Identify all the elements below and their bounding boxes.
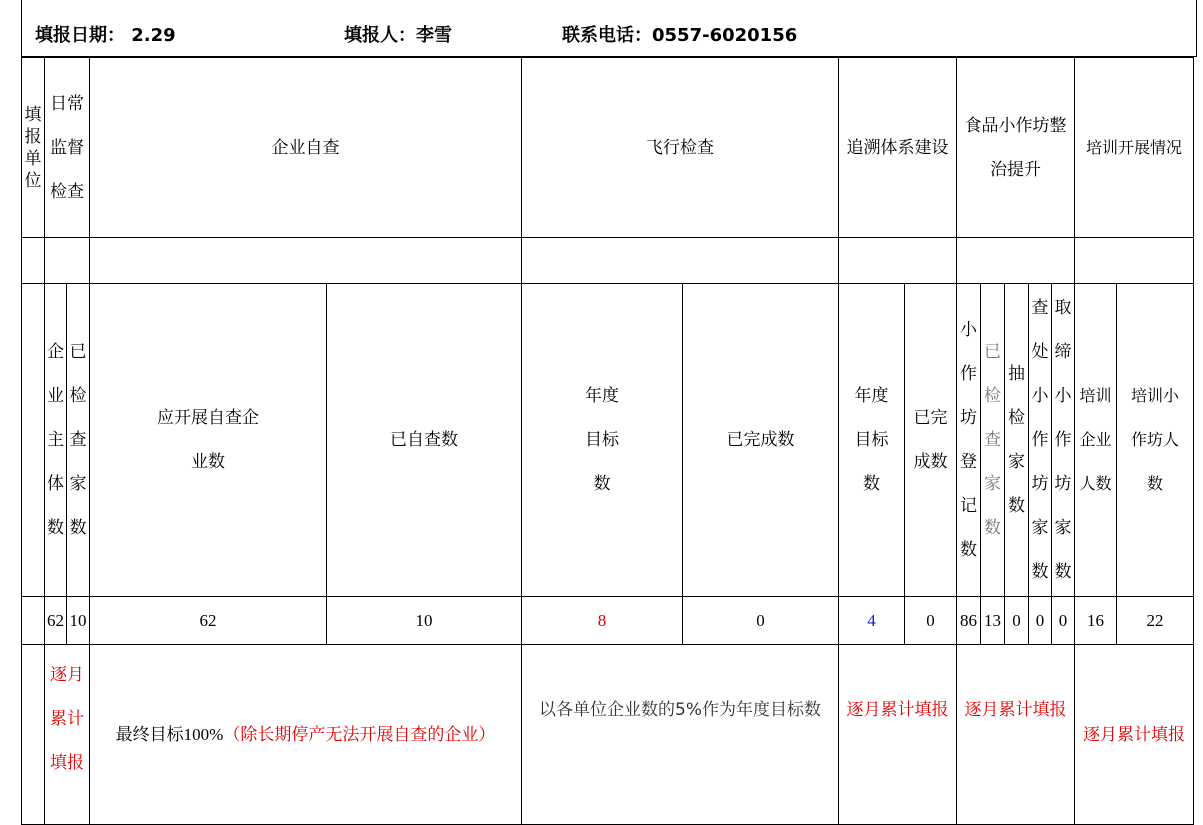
val-completed: 0 xyxy=(683,597,839,645)
col-entities: 企业主体数 xyxy=(45,284,67,597)
report-date xyxy=(35,21,176,47)
col-trained-workshops: 培训小作坊人数 xyxy=(1117,284,1194,597)
group-workshop: 食品小作坊整治提升 xyxy=(957,58,1075,238)
blank-cell xyxy=(522,238,839,284)
blank-cell xyxy=(22,597,45,645)
col-trained-people: 培训企业人数 xyxy=(1075,284,1117,597)
col-trace-completed: 已完成数 xyxy=(905,284,957,597)
note-trace: 逐月累计填报 xyxy=(839,645,957,825)
group-daily-supervision: 日常监督检查 xyxy=(45,58,90,238)
val-self-checked: 10 xyxy=(327,597,522,645)
note-self-check xyxy=(90,645,522,825)
blank-cell xyxy=(1075,238,1194,284)
blank-cell xyxy=(22,284,45,597)
top-border xyxy=(21,0,1197,10)
col-self-checked: 已自查数 xyxy=(327,284,522,597)
note-flight: 以各单位企业数的5%作为年度目标数 xyxy=(522,645,839,825)
val-punished: 0 xyxy=(1029,597,1052,645)
val-trained-workshops: 22 xyxy=(1117,597,1194,645)
reporter-label: 填报人： xyxy=(344,25,416,46)
col-should-self-check: 应开展自查企业数 xyxy=(90,284,327,597)
blank-row xyxy=(22,238,1194,284)
col-banned: 取缔小作坊家数 xyxy=(1052,284,1075,597)
col-completed: 已完成数 xyxy=(683,284,839,597)
col-sampled: 抽检家数 xyxy=(1005,284,1029,597)
col-checked-households: 已检查家数 xyxy=(67,284,90,597)
report-header xyxy=(21,10,1197,57)
group-training: 培训开展情况 xyxy=(1075,58,1194,238)
group-header-row xyxy=(22,58,1194,238)
blank-cell xyxy=(90,238,522,284)
col-punished: 查处小作坊家数 xyxy=(1029,284,1052,597)
note-self-check-text: 最终目标100% xyxy=(115,724,224,744)
val-should-self-check: 62 xyxy=(90,597,327,645)
blank-cell xyxy=(22,645,45,825)
contact-phone xyxy=(562,21,797,47)
val-sampled: 0 xyxy=(1005,597,1029,645)
val-workshop-registered: 86 xyxy=(957,597,981,645)
val-workshop-checked: 13 xyxy=(981,597,1005,645)
note-training: 逐月累计填报 xyxy=(1075,645,1194,825)
col-trace-target: 年度目标数 xyxy=(839,284,905,597)
val-trace-completed: 0 xyxy=(905,597,957,645)
note-workshop: 逐月累计填报 xyxy=(957,645,1075,825)
val-banned: 0 xyxy=(1052,597,1075,645)
group-self-check: 企业自查 xyxy=(90,58,522,238)
blank-cell xyxy=(839,238,957,284)
group-traceability: 追溯体系建设 xyxy=(839,58,957,238)
column-header-row xyxy=(22,284,1194,597)
group-flight-inspection: 飞行检查 xyxy=(522,58,839,238)
phone-label: 联系电话： xyxy=(562,25,652,46)
blank-cell xyxy=(22,238,45,284)
date-value: 2.29 xyxy=(131,25,176,46)
col-annual-target: 年度目标数 xyxy=(522,284,683,597)
reporter-value: 李雪 xyxy=(416,25,452,46)
val-trace-target: 4 xyxy=(839,597,905,645)
data-row xyxy=(22,597,1194,645)
date-label: 填报日期： xyxy=(35,25,125,46)
notes-row xyxy=(22,645,1194,825)
phone-value: 0557-6020156 xyxy=(652,25,798,46)
reporter xyxy=(344,21,452,47)
col-workshop-registered: 小作坊登记数 xyxy=(957,284,981,597)
val-checked-households: 10 xyxy=(67,597,90,645)
note-daily: 逐月累计填报 xyxy=(45,645,90,825)
val-trained-people: 16 xyxy=(1075,597,1117,645)
group-unit: 填报单位 xyxy=(22,58,45,238)
val-annual-target: 8 xyxy=(522,597,683,645)
col-workshop-checked: 已检查家数 xyxy=(981,284,1005,597)
blank-cell xyxy=(45,238,90,284)
report-table xyxy=(21,57,1194,825)
val-entities: 62 xyxy=(45,597,67,645)
blank-cell xyxy=(957,238,1075,284)
note-self-check-exception: （除长期停产无法开展自查的企业） xyxy=(223,724,496,745)
